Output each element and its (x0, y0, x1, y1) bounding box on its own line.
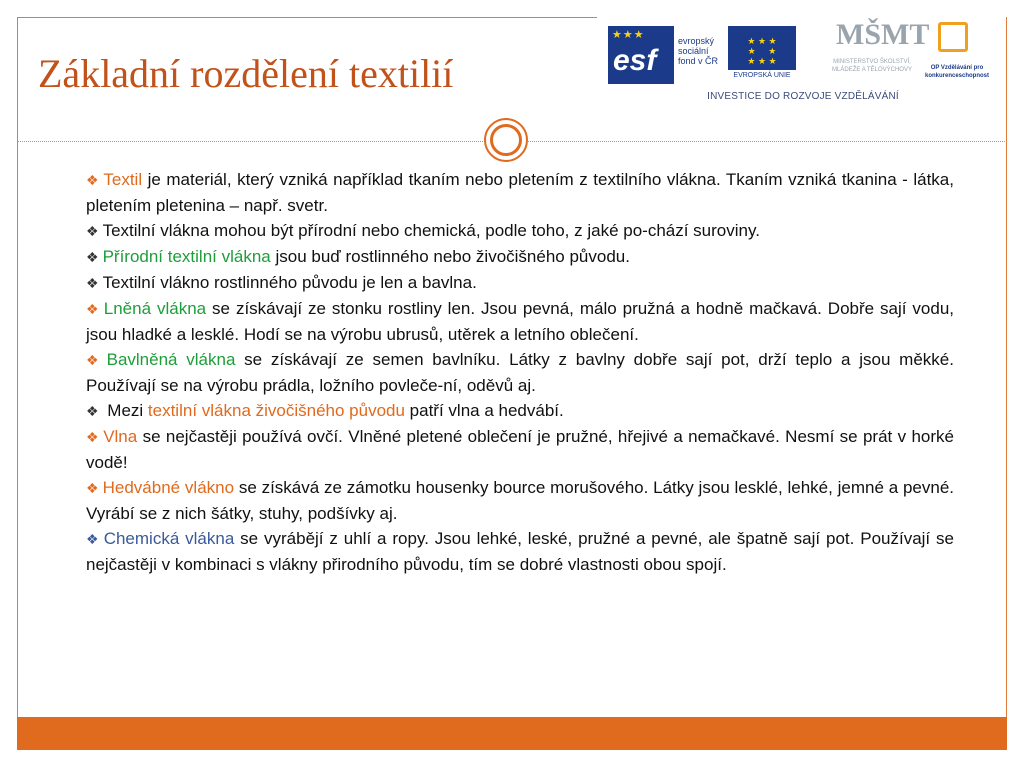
esf-logo-word: esf (613, 44, 657, 77)
paragraph-vlna (86, 424, 954, 475)
term-highlight: Lněná vlákna (103, 299, 207, 318)
esf-logo (608, 26, 720, 84)
frame-left-line (17, 17, 18, 717)
bullet-icon: ❖ (86, 172, 100, 188)
term-highlight: textilní vlákna živočišného původu (147, 401, 405, 420)
paragraph-chemicka-vlakna (86, 526, 954, 577)
footer-bar (17, 717, 1007, 750)
paragraph-text: je materiál, který vzniká například tkaním nebo pletením z textilního vlákna. Tkaním vzniká tkanina - látka, pletením pletenina – např. svetr. (86, 170, 954, 215)
frame-top-line (17, 17, 597, 18)
term-highlight: Přírodní textilní vlákna (102, 247, 271, 266)
bullet-icon: ❖ (86, 403, 99, 419)
paragraph-text: se získávají ze semen bavlníku. Látky z bavlny dobře sají pot, drží teplo a jsou měkké. Používají se na výrobu prádla, ložního povleče-ní, oděvů aj. (86, 350, 954, 395)
term-highlight: Textil (103, 170, 143, 189)
slide-title: Základní rozdělení textilií (38, 51, 454, 96)
paragraph-text: se získávají ze stonku rostliny len. Jsou pevná, málo pružná a hodně mačkavá. Dobře sají vodu, jsou hladké a lesklé. Hodí se na výrobu ubrusů, utěrek a letního oblečení. (86, 299, 954, 344)
term-highlight: Vlna (103, 427, 138, 446)
bullet-icon: ❖ (86, 249, 99, 265)
msmt-logo (832, 18, 930, 84)
paragraph-prirodni-vlakna (86, 244, 954, 270)
content-body (86, 167, 954, 577)
paragraph-text: se získává ze zámotku housenky bource morušového. Látky jsou lesklé, lehké, jemné a pevné. Vyrábí se z nich šátky, stuhy, podšívky aj. (86, 478, 955, 523)
bullet-icon: ❖ (86, 429, 100, 445)
paragraph-text: Textilní vlákna mohou být přírodní nebo chemická, podle toho, z jaké po-chází suroviny. (102, 221, 760, 240)
term-highlight: Hedvábné vlákno (102, 478, 235, 497)
paragraph-text: se vyrábějí z uhlí a ropy. Jsou lehké, leské, pružné a pevné, ale špatně sají pot. Používají se nejčastěji v kombinaci s vlákny přirodního původu, tím se dobré vlastnosti obou spojí. (86, 529, 954, 574)
term-highlight: Bavlněná vlákna (106, 350, 236, 369)
term-highlight: Chemická vlákna (103, 529, 235, 548)
eu-flag-icon: ★ ★ ★ ★ ★ ★ ★ ★ (728, 26, 796, 70)
msmt-logo-text: MINISTERSTVO ŠKOLSTVÍ, MLÁDEŽE A TĚLOVÝCHOVY (832, 59, 912, 73)
eu-logo-text: EVROPSKÁ UNIE (733, 72, 791, 79)
paragraph-prefix: Mezi (102, 401, 148, 420)
paragraph-bavlnena-vlakna (86, 347, 954, 398)
paragraph-text: jsou buď rostlinného nebo živočišného původu. (270, 247, 630, 266)
logo-strip (600, 14, 1006, 106)
paragraph-lnena-vlakna (86, 296, 954, 347)
investice-tagline: INVESTICE DO ROZVOJE VZDĚLÁVÁNÍ (707, 91, 899, 102)
esf-stars-icon: ★★★ (612, 29, 645, 41)
op-logo-mark-icon (938, 22, 968, 52)
bullet-icon: ❖ (86, 480, 99, 496)
paragraph-hedvabi (86, 475, 954, 526)
op-logo (918, 20, 998, 84)
paragraph-textil (86, 167, 954, 218)
bullet-icon: ❖ (86, 531, 100, 547)
esf-logo-box (608, 26, 674, 84)
bullet-icon: ❖ (86, 352, 103, 368)
bullet-icon: ❖ (86, 301, 100, 317)
frame-right-line (1006, 17, 1007, 717)
paragraph-text: patří vlna a hedvábí. (404, 401, 564, 420)
bullet-icon: ❖ (86, 223, 99, 239)
paragraph-text: Textilní vlákno rostlinného původu je len a bavlna. (102, 273, 477, 292)
esf-logo-text: evropský sociální fond v ČR (678, 36, 719, 66)
paragraph-text: se nejčastěji používá ovčí. Vlněné pletené oblečení je pružné, hřejivé a nemačkavé. Nesmí se prát v horké vodě! (86, 427, 954, 472)
paragraph-textilni-vlakna (86, 218, 954, 244)
bullet-icon: ❖ (86, 275, 99, 291)
eu-logo (728, 26, 796, 84)
divider-inner-circle-icon (490, 124, 522, 156)
paragraph-zivocisna-vlakna (86, 398, 954, 424)
msmt-logo-mark: MŠMT (836, 18, 930, 51)
paragraph-rostlinne-vlakno (86, 270, 954, 296)
op-logo-text: OP Vzdělávání pro konkurenceschopnost (924, 65, 989, 79)
